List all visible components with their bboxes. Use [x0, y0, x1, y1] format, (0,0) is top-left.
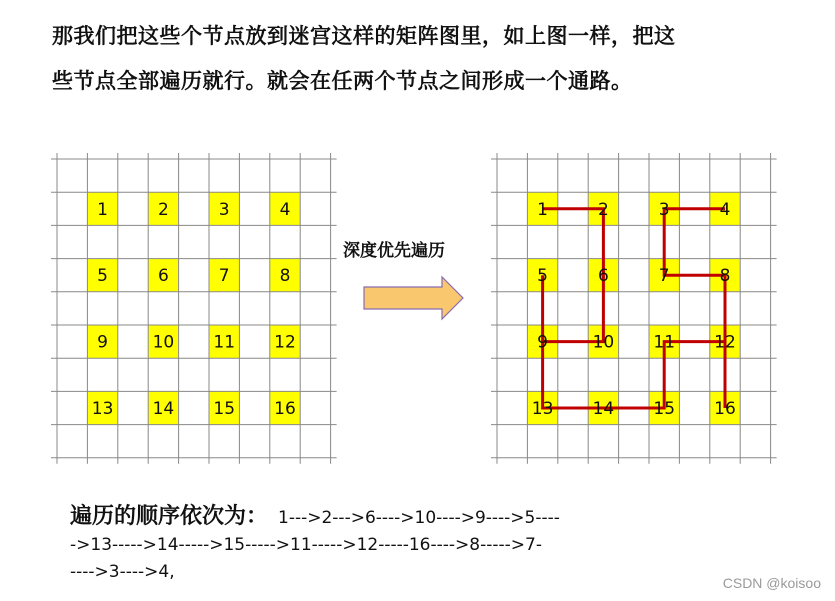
left-node-label-1: 1 [97, 199, 109, 220]
right-node-label-8: 8 [719, 266, 731, 287]
right-node-label-15: 15 [653, 399, 676, 419]
right-node-label-1: 1 [537, 199, 549, 220]
left-node-label-16: 16 [274, 399, 296, 419]
left-node-label-7: 7 [218, 266, 230, 287]
right-node-label-3: 3 [658, 199, 670, 220]
right-node-label-9: 9 [537, 332, 549, 353]
right-node-label-13: 13 [531, 399, 554, 419]
left-node-label-4: 4 [279, 199, 291, 220]
dfs-label: 深度优先遍历 [343, 241, 445, 261]
left-node-label-12: 12 [274, 332, 296, 353]
left-node-label-13: 13 [91, 399, 114, 419]
left-node-label-8: 8 [279, 266, 291, 287]
traversal-line-1: 1--->2--->6---->10---->9---->5---- [278, 508, 560, 528]
right-node-label-4: 4 [719, 199, 731, 220]
intro-line-1: 那我们把这些个节点放到迷宫这样的矩阵图里，如上图一样，把这 [52, 24, 676, 48]
watermark: CSDN @koisoo [722, 575, 821, 591]
left-matrix-grid [51, 153, 337, 464]
right-arrow-icon [364, 277, 463, 319]
right-node-label-2: 2 [597, 199, 609, 220]
right-node-label-6: 6 [597, 266, 609, 287]
right-node-label-10: 10 [592, 332, 615, 353]
right-node-label-5: 5 [537, 266, 549, 287]
left-node-label-9: 9 [97, 332, 109, 353]
left-node-label-2: 2 [157, 199, 169, 220]
traversal-heading: 遍历的顺序依次为： [70, 504, 269, 529]
right-node-label-14: 14 [592, 399, 615, 419]
traversal-line-2: ->13----->14----->15----->11----->12-----16---->8----->7- [70, 535, 542, 555]
right-node-label-11: 11 [653, 332, 676, 353]
left-node-label-6: 6 [157, 266, 169, 287]
left-node-label-14: 14 [152, 399, 175, 419]
left-node-label-3: 3 [218, 199, 230, 220]
right-node-label-16: 16 [714, 399, 736, 419]
dfs-traversal-path [543, 209, 725, 408]
right-node-label-7: 7 [658, 266, 670, 287]
intro-line-2: 些节点全部遍历就行。就会在任两个节点之间形成一个通路。 [52, 69, 633, 93]
arrow-shape [364, 277, 463, 319]
right-node-label-12: 12 [714, 332, 736, 353]
traversal-line-3: ---->3---->4, [70, 562, 175, 582]
left-node-label-15: 15 [213, 399, 236, 419]
traversal-order [70, 503, 810, 586]
right-matrix-grid [491, 153, 777, 464]
left-node-label-5: 5 [97, 266, 109, 287]
left-node-label-10: 10 [152, 332, 175, 353]
left-node-label-11: 11 [213, 332, 236, 353]
